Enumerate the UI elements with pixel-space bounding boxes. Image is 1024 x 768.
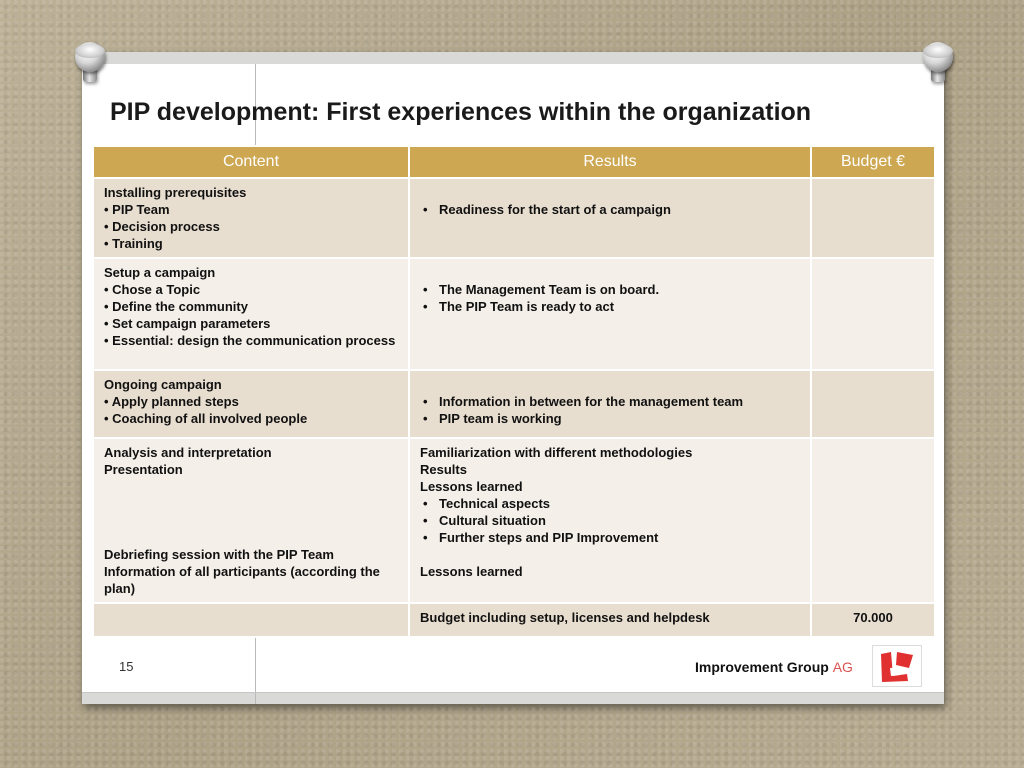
content-line: • Chose a Topic [104, 282, 201, 297]
content-line: • Set campaign parameters [104, 316, 271, 331]
company-suffix: AG [832, 659, 853, 675]
budget-cell [811, 370, 935, 438]
company-name-text: Improvement Group [695, 659, 829, 675]
table-header-row [93, 146, 935, 178]
table-row [93, 438, 935, 603]
content-heading: Setup a campaign [104, 265, 216, 280]
content-line: • Decision process [104, 219, 220, 234]
frame-horizontal-rule [82, 692, 944, 693]
table-row [93, 370, 935, 438]
budget-description-cell: Budget including setup, licenses and helpdesk [409, 603, 811, 637]
content-line: • Define the community [104, 299, 248, 314]
budget-cell [811, 258, 935, 370]
result-line: Results [420, 462, 467, 477]
content-line: Analysis and interpretation [104, 445, 272, 460]
result-line: Lessons learned [420, 479, 523, 494]
content-line: • Coaching of all involved people [104, 411, 308, 426]
column-header-content: Content [93, 146, 409, 178]
content-cell [93, 370, 409, 438]
content-heading: Ongoing campaign [104, 377, 222, 392]
slide-title: PIP development: First experiences within the organization [110, 98, 812, 126]
result-bullet: • PIP team is working [420, 410, 800, 427]
content-cell [93, 603, 409, 637]
result-bullet: • Cultural situation [420, 512, 800, 529]
pushpin-right-icon [920, 42, 956, 86]
budget-cell [811, 178, 935, 258]
content-line: • PIP Team [104, 202, 170, 217]
table-row [93, 178, 935, 258]
results-cell [409, 438, 811, 603]
table-row [93, 258, 935, 370]
result-bullet: • The PIP Team is ready to act [420, 298, 800, 315]
content-heading: Installing prerequisites [104, 185, 247, 200]
content-line: Debriefing session with the PIP Team [104, 547, 334, 562]
company-name [695, 659, 853, 675]
result-bullet: • Information in between for the management team [420, 393, 800, 410]
result-bullet: • Technical aspects [420, 495, 800, 512]
results-cell [409, 258, 811, 370]
content-line: • Apply planned steps [104, 394, 239, 409]
column-header-results: Results [409, 146, 811, 178]
table-row-total [93, 603, 935, 637]
content-line: • Training [104, 236, 163, 251]
content-line: • Essential: design the communication process [104, 333, 396, 348]
company-logo-icon [872, 645, 922, 687]
page-number: 15 [119, 659, 134, 674]
results-cell [409, 178, 811, 258]
result-bullet: • Further steps and PIP Improvement [420, 529, 800, 546]
result-bullet: • The Management Team is on board. [420, 281, 800, 298]
result-line: Lessons learned [420, 564, 523, 579]
result-line: Familiarization with different methodologies [420, 445, 693, 460]
budget-total-cell: 70.000 [811, 603, 935, 637]
results-cell [409, 370, 811, 438]
pushpin-left-icon [72, 42, 108, 86]
content-line: Presentation [104, 462, 183, 477]
column-header-budget: Budget € [811, 146, 935, 178]
result-bullet: • Readiness for the start of a campaign [420, 201, 800, 218]
content-cell [93, 178, 409, 258]
content-line: Information of all participants (according the plan) [104, 564, 380, 596]
content-cell [93, 258, 409, 370]
results-table [92, 145, 936, 638]
content-cell [93, 438, 409, 603]
budget-cell [811, 438, 935, 603]
